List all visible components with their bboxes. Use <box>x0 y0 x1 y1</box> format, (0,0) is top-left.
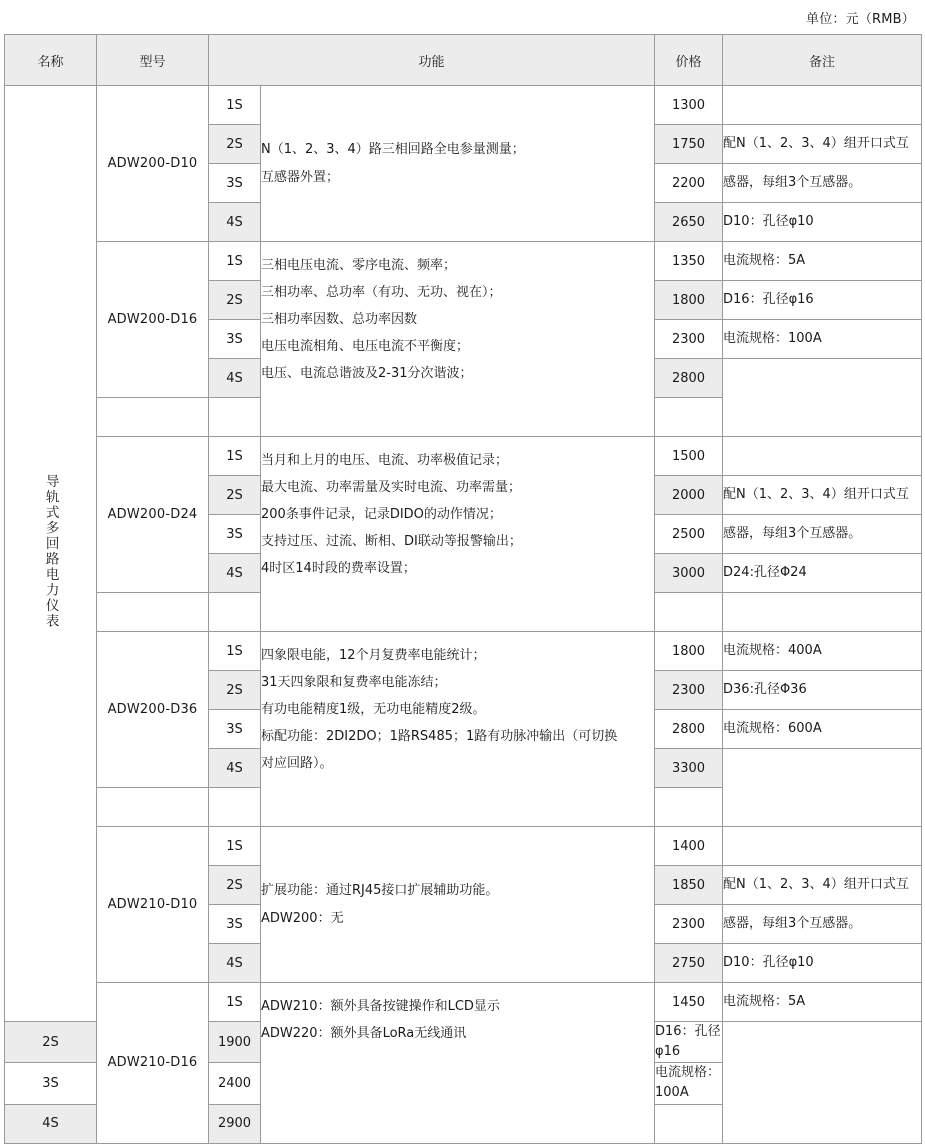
price-cell: 2900 <box>209 1104 261 1143</box>
table-row <box>5 827 922 866</box>
price-cell: 2300 <box>655 671 723 710</box>
function-cell <box>261 632 655 827</box>
sub-model-cell: 3S <box>209 515 261 554</box>
price-spacer <box>655 398 723 437</box>
header-price: 价格 <box>655 35 723 86</box>
function-cell <box>261 242 655 437</box>
function-line: 电压、电流总谐波及2-31分次谐波； <box>261 366 473 382</box>
table-row <box>5 437 922 476</box>
function-line: ADW210：额外具备按键操作和LCD显示 <box>261 999 500 1014</box>
remark-cell <box>723 359 922 437</box>
specification-table <box>4 34 922 1144</box>
price-cell: 2650 <box>655 203 723 242</box>
remark-cell: 电流规格：100A <box>723 320 922 359</box>
model-cell: ADW200-D24 <box>97 437 209 593</box>
price-cell: 2400 <box>209 1063 261 1104</box>
remark-cell <box>723 749 922 827</box>
header-remark: 备注 <box>723 35 922 86</box>
function-line: N（1、2、3、4）路三相回路全电参量测量； <box>261 142 525 158</box>
sub-model-cell: 2S <box>209 866 261 905</box>
table-header-row <box>5 35 922 86</box>
function-line: 四象限电能，12个月复费率电能统计； <box>261 648 486 663</box>
sub-model-cell: 4S <box>209 554 261 593</box>
sub-model-cell: 3S <box>209 905 261 944</box>
remark-cell: 配N（1、2、3、4）组开口式互 <box>723 476 922 515</box>
remark-cell: 电流规格：100A <box>655 1063 723 1104</box>
price-cell: 2800 <box>655 359 723 398</box>
product-name-cell <box>5 86 97 1022</box>
header-function: 功能 <box>209 35 655 86</box>
sub-model-spacer <box>209 593 261 632</box>
table-row <box>5 242 922 281</box>
function-line: 当月和上月的电压、电流、功率极值记录； <box>261 453 509 468</box>
price-cell: 2000 <box>655 476 723 515</box>
remark-cell: 感器，每组3个互感器。 <box>723 905 922 944</box>
price-cell: 1400 <box>655 827 723 866</box>
sub-model-cell: 2S <box>209 125 261 164</box>
price-cell: 2800 <box>655 710 723 749</box>
function-line: ADW200：无 <box>261 910 344 926</box>
sub-model-spacer <box>209 788 261 827</box>
price-cell: 2200 <box>655 164 723 203</box>
function-cell <box>261 437 655 632</box>
price-spacer <box>655 593 723 632</box>
price-cell: 1300 <box>655 86 723 125</box>
sub-model-cell: 4S <box>5 1104 97 1143</box>
function-line: 三相功率因数、总功率因数 <box>261 312 418 328</box>
remark-cell: D10：孔径φ10 <box>723 944 922 983</box>
price-cell: 2300 <box>655 320 723 359</box>
price-cell: 1800 <box>655 281 723 320</box>
price-cell: 1800 <box>655 632 723 671</box>
sub-model-cell: 3S <box>5 1063 97 1104</box>
function-line: ADW220：额外具备LoRa无线通讯 <box>261 1026 467 1042</box>
remark-cell: D16：孔径φ16 <box>655 1022 723 1063</box>
function-line: 有功电能精度1级，无功电能精度2级。 <box>261 702 486 718</box>
remark-cell: 电流规格：400A <box>723 632 922 671</box>
table-row <box>5 983 922 1022</box>
price-cell: 2750 <box>655 944 723 983</box>
sub-model-spacer <box>209 398 261 437</box>
price-cell: 3300 <box>655 749 723 788</box>
price-cell: 1850 <box>655 866 723 905</box>
function-line: 扩展功能：通过RJ45接口扩展辅助功能。 <box>261 883 499 899</box>
remark-cell <box>723 827 922 866</box>
sub-model-cell: 1S <box>209 437 261 476</box>
function-line: 三相电压电流、零序电流、频率； <box>261 258 457 273</box>
sub-model-cell: 1S <box>209 983 261 1022</box>
remark-cell: 电流规格：5A <box>723 242 922 281</box>
function-line: 标配功能：2DI2DO；1路RS485；1路有功脉冲输出（可切换 <box>261 729 618 745</box>
sub-model-cell: 2S <box>209 476 261 515</box>
function-line: 4时区14时段的费率设置； <box>261 561 416 577</box>
sub-model-cell: 2S <box>209 671 261 710</box>
remark-cell <box>723 437 922 476</box>
model-spacer <box>97 593 209 632</box>
price-cell: 1450 <box>655 983 723 1022</box>
remark-spacer <box>723 593 922 632</box>
model-cell: ADW210-D10 <box>97 827 209 983</box>
model-cell: ADW200-D10 <box>97 86 209 242</box>
function-line: 200条事件记录，记录DIDO的动作情况； <box>261 507 502 523</box>
sub-model-cell: 1S <box>209 827 261 866</box>
remark-cell <box>723 86 922 125</box>
sub-model-cell: 2S <box>209 281 261 320</box>
function-cell <box>261 86 655 242</box>
price-cell: 3000 <box>655 554 723 593</box>
price-cell: 2500 <box>655 515 723 554</box>
price-cell: 2300 <box>655 905 723 944</box>
function-line: 互感器外置； <box>261 169 340 185</box>
sub-model-cell: 4S <box>209 944 261 983</box>
price-spacer <box>655 788 723 827</box>
remark-cell <box>655 1104 723 1143</box>
sub-model-cell: 2S <box>5 1022 97 1063</box>
table-row <box>5 86 922 125</box>
sub-model-cell: 1S <box>209 632 261 671</box>
remark-cell: D16：孔径φ16 <box>723 281 922 320</box>
function-line: 对应回路）。 <box>261 756 333 772</box>
function-line: 31天四象限和复费率电能冻结； <box>261 675 447 691</box>
function-line: 支持过压、过流、断相、DI联动等报警输出； <box>261 534 522 550</box>
sub-model-cell: 3S <box>209 320 261 359</box>
function-line: 三相功率、总功率（有功、无功、视在）； <box>261 285 502 301</box>
price-cell: 1500 <box>655 437 723 476</box>
price-cell: 1350 <box>655 242 723 281</box>
function-line: 电压电流相角、电压电流不平衡度； <box>261 339 470 355</box>
sub-model-cell: 4S <box>209 359 261 398</box>
header-name: 名称 <box>5 35 97 86</box>
sub-model-cell: 4S <box>209 203 261 242</box>
model-cell: ADW200-D36 <box>97 632 209 788</box>
model-spacer <box>97 788 209 827</box>
unit-note: 单位：元（RMB） <box>806 12 915 27</box>
remark-cell: 配N（1、2、3、4）组开口式互 <box>723 125 922 164</box>
header-model: 型号 <box>97 35 209 86</box>
sub-model-cell: 3S <box>209 710 261 749</box>
model-cell: ADW200-D16 <box>97 242 209 398</box>
table-row <box>5 632 922 671</box>
remark-cell: D24:孔径Φ24 <box>723 554 922 593</box>
remark-cell: 感器，每组3个互感器。 <box>723 515 922 554</box>
function-line: 最大电流、功率需量及实时电流、功率需量； <box>261 480 522 496</box>
remark-cell: D10：孔径φ10 <box>723 203 922 242</box>
sub-model-cell: 3S <box>209 164 261 203</box>
remark-cell: 电流规格：5A <box>723 983 922 1022</box>
model-spacer <box>97 398 209 437</box>
remark-cell: D36:孔径Φ36 <box>723 671 922 710</box>
price-cell: 1900 <box>209 1022 261 1063</box>
model-cell: ADW210-D16 <box>97 983 209 1144</box>
remark-cell: 感器，每组3个互感器。 <box>723 164 922 203</box>
sub-model-cell: 4S <box>209 749 261 788</box>
function-cell <box>261 827 655 983</box>
remark-cell: 配N（1、2、3、4）组开口式互 <box>723 866 922 905</box>
product-name-label: 导轨式多回路电力仪表 <box>42 474 59 629</box>
sub-model-cell: 1S <box>209 242 261 281</box>
sub-model-cell: 1S <box>209 86 261 125</box>
price-cell: 1750 <box>655 125 723 164</box>
remark-cell: 电流规格：600A <box>723 710 922 749</box>
